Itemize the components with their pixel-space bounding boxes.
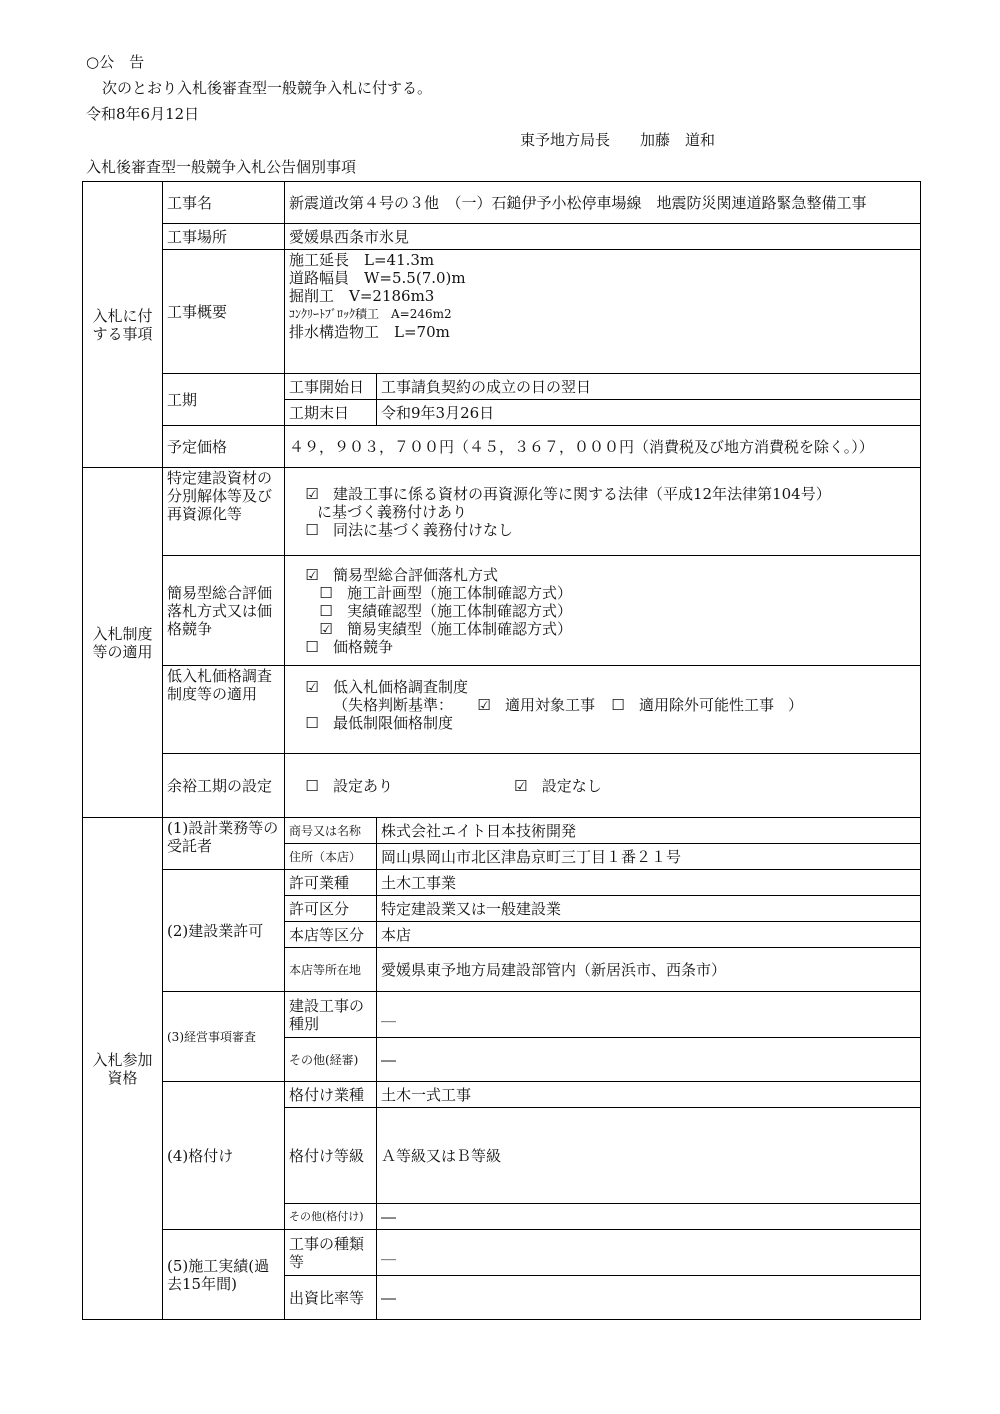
work-place-label: 工事場所 — [163, 224, 285, 250]
checkbox-unchecked-icon: ☐ — [305, 776, 319, 795]
other-rating-value: ― — [377, 1204, 921, 1230]
record-kind-label: 工事の種類等 — [285, 1230, 377, 1276]
rating-grade-value: Ａ等級又はＢ等級 — [377, 1108, 921, 1204]
low-bid-label: 低入札価格調査制度等の適用 — [163, 666, 285, 754]
address-label: 住所（本店） — [285, 844, 377, 870]
end-date-value: 令和9年3月26日 — [377, 400, 921, 426]
method-option-price[interactable]: ☐ 価格競争 — [303, 638, 916, 656]
work-kind-value: ＿ — [377, 992, 921, 1038]
price-label: 予定価格 — [163, 426, 285, 468]
checkbox-unchecked-icon: ☐ — [319, 583, 333, 602]
office-class-value: 本店 — [377, 922, 921, 948]
checkbox-unchecked-icon: ☐ — [305, 714, 319, 732]
rating-type-label: 格付け業種 — [285, 1082, 377, 1108]
low-bid-option-minimum[interactable]: ☐ 最低制限価格制度 — [303, 714, 916, 732]
work-summary-value — [285, 250, 921, 374]
criteria-option-applied[interactable]: ☑ 適用対象工事 — [475, 696, 595, 714]
summary-line: 排水構造物工 L=70m — [289, 323, 450, 341]
office-location-label: 本店等所在地 — [285, 948, 377, 992]
method-option-record-confirm[interactable]: ☐ 実績確認型（施工体制確認方式） — [303, 602, 916, 620]
investment-ratio-value: ― — [377, 1276, 921, 1320]
section-bid-items: 入札に付する事項 — [83, 182, 163, 468]
work-name-label: 工事名 — [163, 182, 285, 224]
disqualification-criteria: （失格判断基準： ☑ 適用対象工事 ☐ 適用除外可能性工事 ） — [333, 696, 804, 714]
checkbox-checked-icon: ☑ — [305, 565, 319, 584]
work-summary-label: 工事概要 — [163, 250, 285, 374]
start-date-value: 工事請負契約の成立の日の翌日 — [377, 374, 921, 400]
rating-label: (4)格付け — [163, 1082, 285, 1230]
spare-period-options — [285, 754, 921, 818]
start-date-label: 工事開始日 — [285, 374, 377, 400]
spare-period-label: 余裕工期の設定 — [163, 754, 285, 818]
method-option-simple-record[interactable]: ☑ 簡易実績型（施工体制確認方式） — [303, 620, 916, 638]
trade-name-label: 商号又は名称 — [285, 818, 377, 844]
low-bid-option-survey[interactable]: ☑ 低入札価格調査制度 — [303, 678, 916, 696]
section-qualification: 入札参加資格 — [83, 818, 163, 1320]
recycling-options — [285, 468, 921, 556]
checkbox-unchecked-icon: ☐ — [305, 520, 319, 539]
method-option-plan[interactable]: ☐ 施工計画型（施工体制確認方式） — [303, 584, 916, 602]
recycling-option-not-required[interactable]: ☐ 同法に基づく義務付けなし — [303, 521, 916, 539]
checkbox-unchecked-icon: ☐ — [611, 696, 625, 714]
permit-class-label: 許可区分 — [285, 896, 377, 922]
intro-text: 次のとおり入札後審査型一般競争入札に付する。 — [102, 79, 433, 97]
license-label: (2)建設業許可 — [163, 870, 285, 992]
method-label: 簡易型総合評価落札方式又は価格競争 — [163, 556, 285, 666]
rating-type-value: 土木一式工事 — [377, 1082, 921, 1108]
table-title: 入札後審査型一般競争入札公告個別事項 — [86, 158, 357, 176]
record-kind-value: ＿ — [377, 1230, 921, 1276]
recycling-label: 特定建設資材の分別解体等及び再資源化等 — [163, 468, 285, 556]
checkbox-checked-icon: ☑ — [477, 696, 491, 714]
low-bid-options — [285, 666, 921, 754]
spare-option-yes[interactable]: ☐ 設定あり — [303, 777, 493, 795]
permit-type-label: 許可業種 — [285, 870, 377, 896]
recycling-option-required[interactable]: ☑ 建設工事に係る資材の再資源化等に関する法律（平成12年法律第104号） — [303, 485, 916, 503]
permit-class-value: 特定建設業又は一般建設業 — [377, 896, 921, 922]
work-place-value: 愛媛県西条市氷見 — [285, 224, 921, 250]
section-system: 入札制度等の適用 — [83, 468, 163, 818]
end-date-label: 工期末日 — [285, 400, 377, 426]
work-name-value: 新震道改第４号の３他 （一）石鎚伊予小松停車場線 地震防災関連道路緊急整備工事 — [285, 182, 921, 224]
rating-grade-label: 格付け等級 — [285, 1108, 377, 1204]
checkbox-unchecked-icon: ☐ — [319, 601, 333, 620]
design-contractor-label: (1)設計業務等の受託者 — [163, 818, 285, 870]
method-options — [285, 556, 921, 666]
summary-line: 掘削工 V=2186m3 — [289, 287, 435, 305]
office-location-value: 愛媛県東予地方局建設部管内（新居浜市、西条市） — [377, 948, 921, 992]
checkbox-checked-icon: ☑ — [305, 484, 319, 503]
checkbox-unchecked-icon: ☐ — [305, 637, 319, 656]
notice-heading: ○公 告 — [86, 53, 145, 71]
other-review-value: ― — [377, 1038, 921, 1082]
criteria-option-excluded[interactable]: ☐ 適用除外可能性工事 — [609, 696, 774, 714]
investment-ratio-label: 出資比率等 — [285, 1276, 377, 1320]
checkbox-checked-icon: ☑ — [514, 776, 528, 795]
address-value: 岡山県岡山市北区津島京町三丁目１番２１号 — [377, 844, 921, 870]
summary-line: ｺﾝｸﾘｰﾄﾌﾞﾛｯｸ積工 A=246m2 — [289, 307, 452, 321]
period-label: 工期 — [163, 374, 285, 426]
business-review-label: (3)経営事項審査 — [163, 992, 285, 1082]
other-rating-label: その他(格付け) — [285, 1204, 377, 1230]
price-value: ４９，９０３，７００円（４５，３６７，０００円（消費税及び地方消費税を除く。）） — [285, 426, 921, 468]
recycling-option-required-cont: に基づく義務付けあり — [317, 502, 468, 521]
method-option-simple-eval[interactable]: ☑ 簡易型総合評価落札方式 — [303, 566, 916, 584]
work-kind-label: 建設工事の種別 — [285, 992, 377, 1038]
notice-date: 令和8年6月12日 — [86, 105, 200, 123]
summary-line: 施工延長 L=41.3m — [289, 251, 435, 269]
other-review-label: その他(経審) — [285, 1038, 377, 1082]
checkbox-checked-icon: ☑ — [319, 619, 333, 638]
spare-option-no[interactable]: ☑ 設定なし — [512, 777, 602, 795]
summary-line: 道路幅員 W=5.5(7.0)m — [289, 269, 466, 287]
construction-record-label: (5)施工実績(過去15年間) — [163, 1230, 285, 1320]
trade-name-value: 株式会社エイト日本技術開発 — [377, 818, 921, 844]
office-class-label: 本店等区分 — [285, 922, 377, 948]
checkbox-checked-icon: ☑ — [305, 678, 319, 696]
notice-table — [82, 181, 921, 1320]
permit-type-value: 土木工事業 — [377, 870, 921, 896]
issuer: 東予地方局長 加藤 道和 — [520, 131, 716, 149]
